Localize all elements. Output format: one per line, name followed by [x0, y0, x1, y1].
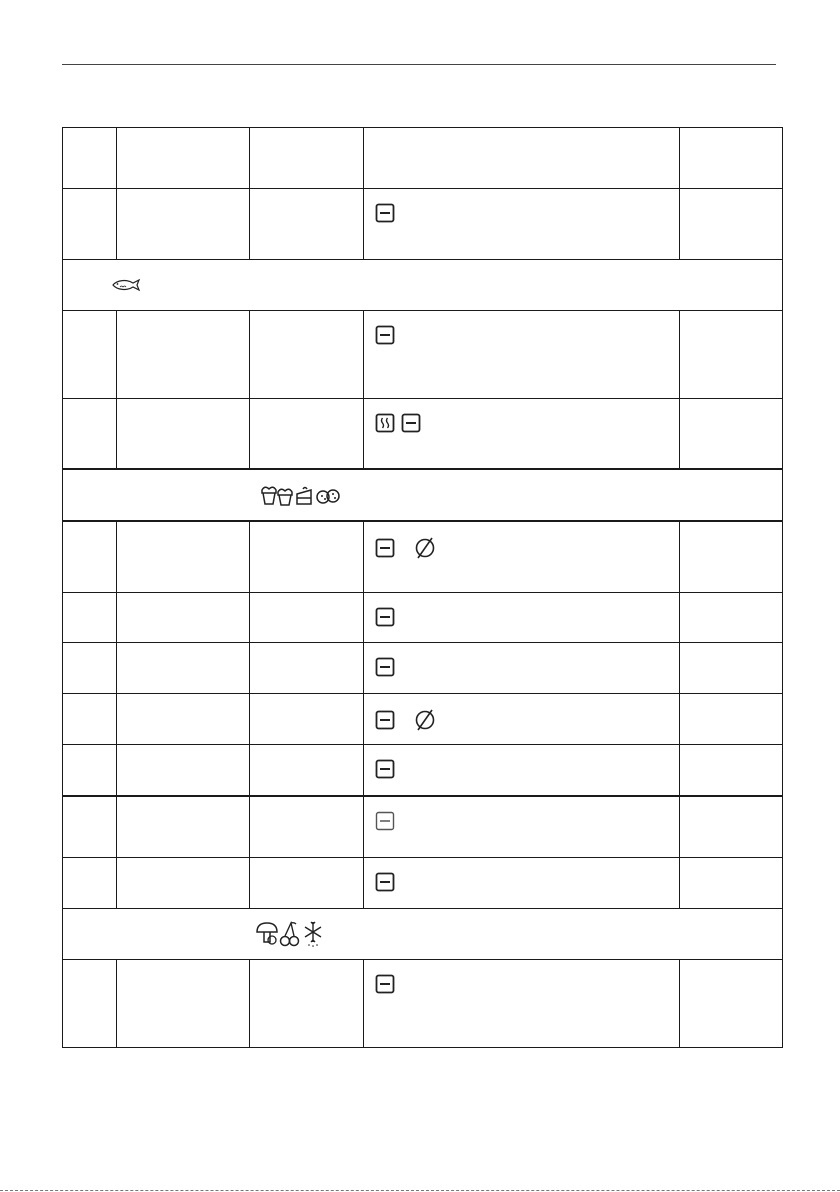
header-rule — [62, 64, 776, 65]
header-cell — [117, 128, 250, 189]
empty-set-icon — [407, 536, 443, 560]
bottom-heat-icon — [375, 538, 395, 558]
bottom-heat-icon — [375, 607, 395, 627]
table-row — [63, 399, 783, 469]
empty-set-icon — [407, 708, 443, 732]
bottom-heat-icon — [375, 759, 395, 779]
table-row — [63, 858, 783, 909]
program-table — [62, 127, 783, 1048]
table-row — [63, 521, 783, 593]
bottom-heat-icon — [375, 974, 395, 994]
bottom-heat-icon — [375, 872, 395, 892]
table-row — [63, 960, 783, 1048]
section-row-fish — [63, 260, 783, 311]
table-row — [63, 643, 783, 694]
table-row — [63, 311, 783, 399]
bottom-heat-icon — [375, 657, 395, 677]
header-cell — [680, 128, 783, 189]
table-row — [63, 694, 783, 745]
table-row — [63, 745, 783, 796]
section-row-vegetables — [63, 909, 783, 960]
table-row — [63, 593, 783, 643]
bottom-heat-icon — [375, 325, 395, 345]
bottom-heat-icon — [375, 811, 395, 831]
table-row — [63, 189, 783, 260]
bottom-heat-icon — [375, 710, 395, 730]
page-edge-rule — [0, 1190, 840, 1191]
header-cell — [364, 128, 680, 189]
steam-heat-icon — [375, 413, 395, 433]
bottom-heat-icon — [375, 203, 395, 223]
mushroom-cherry-snowflake-icon — [255, 920, 335, 948]
bottom-heat-icon — [401, 413, 421, 433]
table-row — [63, 796, 783, 858]
header-cell — [250, 128, 364, 189]
cake-muffin-icon — [259, 484, 351, 506]
fish-icon — [111, 278, 141, 292]
header-cell — [63, 128, 117, 189]
table-header-row — [63, 128, 783, 189]
section-row-cakes — [63, 469, 783, 521]
